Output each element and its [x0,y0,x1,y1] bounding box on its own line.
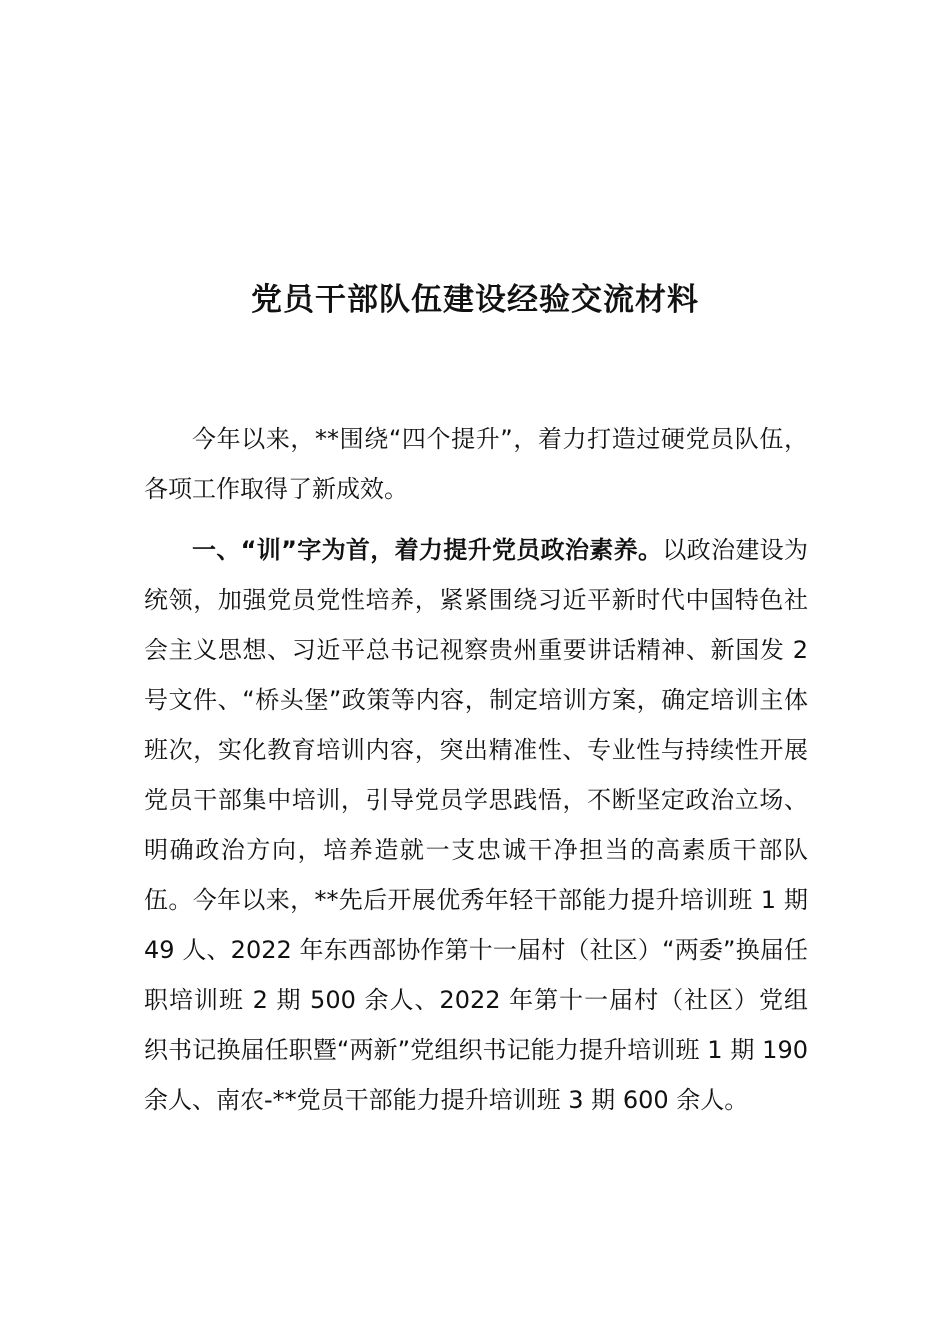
section-one-body: 以政治建设为统领，加强党员党性培养，紧紧围绕习近平新时代中国特色社会主义思想、习近平总书记视察贵州重要讲话精神、新国发 2 号文件、“桥头堡”政策等内容，制定培训方案，确定培训主体班次，实化教育培训内容，突出精准性、专业性与持续性开展党员干部集中培训，引导党员学思践悟，不断坚定政治立场、明确政治方向，培养造就一支忠诚干净担当的高素质干部队伍。今年以来，**先后开展优秀年轻干部能力提升培训班 1 期 49 人、2022 年东西部协作第十一届村（社区）“两委”换届任职培训班 2 期 500 余人、2022 年第十一届村（社区）党组织书记换届任职暨“两新”党组织书记能力提升培训班 1 期 190 余人、南农-**党员干部能力提升培训班 3 期 600 余人。 [144,536,809,1114]
intro-paragraph [144,414,808,514]
section-one-paragraph [144,525,808,1125]
intro-paragraph-text: 今年以来，**围绕“四个提升”，着力打造过硬党员队伍，各项工作取得了新成效。 [144,425,808,503]
document-title: 党员干部队伍建设经验交流材料 [251,282,699,318]
section-one-heading: 一、“训”字为首，着力提升党员政治素养。 [192,536,663,564]
